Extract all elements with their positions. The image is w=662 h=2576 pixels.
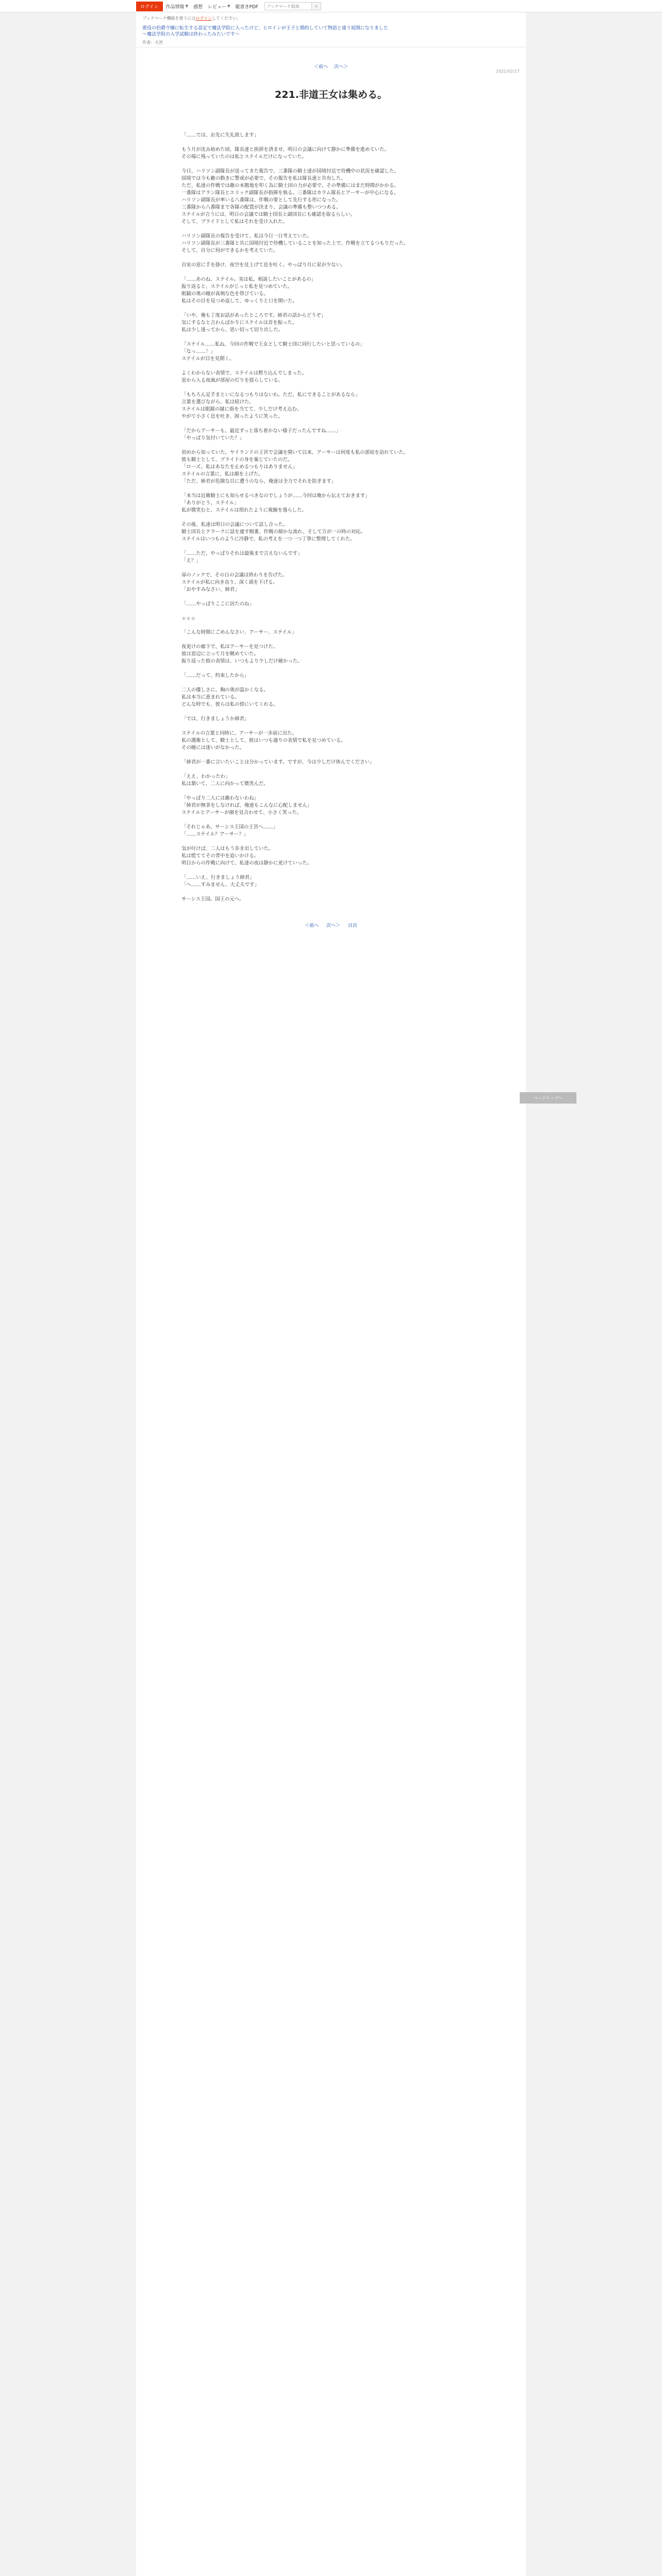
chevron-down-icon: ▼ [185,4,188,8]
paragraph [181,132,481,139]
paragraph [181,874,481,889]
text-line: 「……ただ、やっぱりそれは最後まで言えないんです」 [181,551,303,556]
text-line: 私はその目を見つめ返して、ゆっくりと口を開いた。 [181,298,297,304]
paragraph [181,896,481,903]
text-line: 「いや、俺も丁度お話があったところです。姉君の話からどうぞ」 [181,313,326,318]
text-line: 「……では、お先に失礼致します」 [181,132,259,138]
paragraph [181,687,481,708]
text-line: サーシス王国。国王の元へ。 [181,896,244,902]
login-button[interactable]: ログイン [136,2,163,11]
next-link[interactable]: 次へ＞ [334,64,349,70]
text-line: 夜更けの廊下で、私はアーサーを見つけた。 [181,644,278,650]
nav-label: 作品情報 [166,4,185,10]
text-line: 「ええ、わかったわ」 [181,774,230,779]
text-line: 「……いえ、行きましょう姉君」 [181,875,255,880]
text-line: その場に残っていたのは私とステイルだけになっていた。 [181,154,307,160]
text-line: 今日、ハリソン副隊長が送ってきた報告で、三番隊の騎士達が国境付近で待機中の状況を確認した。 [181,168,399,174]
paragraph [181,730,481,752]
series-title-line: 悪役の伯爵令嬢に転生する設定で魔法学院に入ったけど、ヒロインが王子と婚約していて物語と違う展開になりました [142,26,388,31]
text-line: 初めから知っていた。ヤイランドの王宮で会議を開いて以来、アーサーは何度も私の部屋を訪れていた。 [181,450,408,455]
text-line: その瞳には迷いがなかった。 [181,745,244,751]
prev-link[interactable]: ＜前へ [313,64,328,70]
text-line: 「やっぱり気付いていた？」 [181,435,244,441]
nav-work-info[interactable] [166,3,188,10]
paragraph [181,392,481,420]
text-line: やがて小さく息を吐き、困ったように笑った。 [181,414,283,419]
bottom-pager [181,922,481,944]
text-line: 「本当は近衛騎士にも知らせるべきなのでしょうが……今回は俺から伝えておきます」 [181,493,370,499]
paragraph [181,629,481,636]
text-line: 「……だって、約束したから」 [181,673,250,679]
text-line: 一番隊はアラン隊長とエリック副隊長が指揮を執る。三番隊はカラム隊長とアーサーが中心になる。 [181,190,399,196]
paragraph [181,168,481,226]
text-line: ステイルが言うには、明日の会議では騎士団長と副団長にも確認を取るらしい。 [181,212,355,217]
toc-link[interactable]: 目次 [347,923,357,928]
series-author: 作者：天宮 [142,40,163,45]
series-title[interactable] [142,25,520,38]
text-line: ただ、私達の作戦では敵の本拠地を叩く為に騎士団の力が必要で、その準備にはまだ時間がかかる。 [181,183,399,189]
text-line: ハリソン副隊長が三番隊と共に国境付近で待機していることを知った上で、作戦を立てるつもりだった。 [181,241,409,246]
paragraph [181,759,481,766]
chapter-title: 221.非道王女は集める。 [275,89,387,100]
next-link[interactable]: 次へ＞ [326,923,340,928]
paragraph [181,672,481,680]
text-line: ステイルとアーサーが顔を見合わせて、小さく笑った。 [181,810,302,816]
text-line: 「ステイル……私ね、今回の作戦で王女として騎士団に同行したいと思っているの」 [181,342,365,347]
text-line: 「姉君が一番に言いたいことは分かっています。ですが、今は少しだけ休んでください」 [181,759,375,765]
text-line: 「ありがとう、ステイル」 [181,500,239,506]
top-bar-inner [136,0,526,12]
paragraph [181,449,481,485]
paragraph [181,601,481,608]
text-line: 明日からの作戦に向けて、私達の夜は静かに更けていった。 [181,860,312,866]
paragraph [181,493,481,514]
text-line: 三番隊から八番隊まで各隊の配置が決まり、会議の準備も整いつつある。 [181,205,341,210]
paragraph [181,795,481,817]
nav-impressions[interactable]: 感想 [193,4,203,10]
text-line: 「……やっぱりここに居たのね」 [181,601,254,607]
text-line: 彼は窓辺に立って月を眺めていた。 [181,651,259,657]
text-line: ステイルが私に向き直り、深く頭を下げる。 [181,580,278,585]
paragraph [181,262,481,269]
paragraph [181,146,481,161]
page-top-button[interactable]: ページトップへ [520,1092,576,1104]
chapter-date: 2021/02/17 [495,69,520,74]
text-line: 私は本当に恵まれている。 [181,694,240,700]
paragraph [181,845,481,867]
text-line: ハリソン副隊長の報告を受けて、私は今日一日考えていた。 [181,233,312,239]
paragraph [181,824,481,838]
text-line: 私の護衛として、騎士として、彼はいつも通りの表情で私を見つめている。 [181,738,346,743]
paragraph [181,341,481,363]
paragraph [181,773,481,788]
text-line: ステイルはいつものように冷静で、私の考えを一つ一つ丁寧に整理してくれた。 [181,536,355,542]
text-line: 「え？」 [181,558,201,564]
text-line: 振り返ると、ステイルがじっと私を見つめていた。 [181,284,292,290]
paragraph [181,550,481,565]
text-line: ハリソン副隊長が率いる八番隊は、作戦の要として先行する形になった。 [181,197,341,203]
text-line: そして、自分に何ができるかを考えていた。 [181,248,278,253]
text-line: 自室の窓に手を掛け、夜空を見上げて息を吐く。やっぱり月に星が少ない。 [181,262,346,268]
bookmark-add [264,2,321,10]
text-line: 「では、行きましょうか姉君」 [181,716,250,722]
text-line: 「なっ……！」 [181,349,216,354]
text-line: 言葉を選びながら、私は続けた。 [181,399,254,405]
chapter-body [136,63,526,944]
paragraph [181,370,481,384]
text-line: 「……ステイル？アーサー？」 [181,832,249,837]
text-line: 「それじゃあ、サーシス王国の王宮へ……」 [181,824,278,830]
scene-break: ＊＊＊ [181,617,196,622]
text-line: 彼も騎士として、プライドの身を案じていたのだ。 [181,457,293,463]
paragraph [181,521,481,543]
text-line: 私が微笑むと、ステイルは照れたように視線を逸らした。 [181,507,307,513]
text-line: 窓から入る夜風が部屋の灯りを揺らしている。 [181,378,283,383]
nav-label: レビュー [207,4,226,10]
text-line: ステイルは眼鏡の縁に指を当てて、少しだけ考え込む。 [181,406,302,412]
text-line: 二人の優しさに、胸の奥が温かくなる。 [181,687,269,693]
prev-link[interactable]: ＜前へ [305,923,319,928]
paragraph [181,572,481,594]
bookmark-notice [142,15,520,21]
main-column [136,12,526,2576]
nav-vertical-pdf[interactable]: 縦書きPDF [235,4,258,10]
nav-reviews[interactable] [208,3,230,10]
series-title-line: 〜魔法学院の入学試験は終わったみたいです〜 [142,32,240,37]
text-line: 「ローズ。私はあなたを止めるつもりはありません」 [181,464,297,470]
paragraph [181,233,481,255]
text-line: 「へ……すみません、大丈夫です」 [181,882,259,888]
text-line: 気が付けば、二人はもう歩き出していた。 [181,846,274,852]
text-line: 「おやすみなさい、姉君」 [181,587,240,592]
text-line: そして、プライドとして私はそれを受け入れた。 [181,219,288,225]
text-line: その後、私達は明日の会議について話し合った。 [181,522,288,528]
text-line: どんな時でも、彼らは私の傍にいてくれる。 [181,702,278,707]
chevron-down-icon: ▼ [227,4,230,8]
top-pager [181,63,481,70]
text-line: もう月が沈み始めた頃、隊長達と挨拶を済ませ、明日の会議に向けて静かに準備を進めていた。 [181,147,389,152]
login-link[interactable]: ログイン [195,16,212,21]
text-line: ステイルの言葉に、私は顔を上げた。 [181,471,263,477]
paragraph [181,276,481,305]
text-line: 私は少し迷ってから、思い切って切り出した。 [181,327,283,333]
text-line: ステイルの言葉と同時に、アーサーが一歩前に出た。 [181,731,297,736]
paragraph [181,643,481,665]
bookmark-input[interactable] [264,2,312,10]
text-line: 振り返った彼の表情は、いつもより少しだけ硬かった。 [181,658,303,664]
text-line: 「姉君が無茶をしなければ、俺達もこんなに心配しません」 [181,803,312,808]
chapter-text [181,132,481,903]
paragraph [181,312,481,334]
text-line: 私は頷いて、二人に向かって微笑んだ。 [181,781,269,787]
series-header [136,12,526,47]
text-line: 「……あのね、ステイル。実は私、相談したいことがあるの」 [181,277,316,282]
notice-suffix: してください。 [212,16,241,21]
text-line: ステイルが目を見開く。 [181,356,235,362]
text-line: 気にするなと言わんばかりにステイルは首を振った。 [181,320,297,326]
paragraph [181,428,481,442]
notice-prefix: ブックマーク機能を使うには [142,16,196,21]
top-bar [0,0,662,12]
text-line: 眼鏡の奥の瞳が真剣な色を帯びている。 [181,291,269,297]
text-line: 国境では今も敵の動きに警戒が必要で、その報告を私は隊長達と共有した。 [181,176,346,181]
text-line: よくわからない表情で、ステイルは黙り込んでしまった。 [181,370,307,376]
text-line: 扉のノックで、その日の会議は終わりを告げた。 [181,572,288,578]
text-line: 「ただ、姉君が危険な目に遭うのなら、俺達は全力でそれを防ぎます」 [181,479,337,484]
text-line: 「だからアーサーも、最近ずっと落ち着かない様子だったんですね……」 [181,428,341,434]
bookmark-add-icon[interactable]: ＋ [312,2,321,10]
paragraph [181,716,481,723]
text-line: 「もちろん足手まといになるつもりはないわ。ただ、私にできることがあるなら」 [181,392,360,398]
text-line: 「こんな時間にごめんなさい、アーサー、ステイル」 [181,630,297,635]
text-line: 「やっぱり二人には敵わないわね」 [181,795,259,801]
text-line: 私は慌ててその背中を追いかける。 [181,853,259,859]
text-line: 騎士団長とクラークに話を通す順番、作戦の細かな流れ、そして万が一の時の対応。 [181,529,366,535]
